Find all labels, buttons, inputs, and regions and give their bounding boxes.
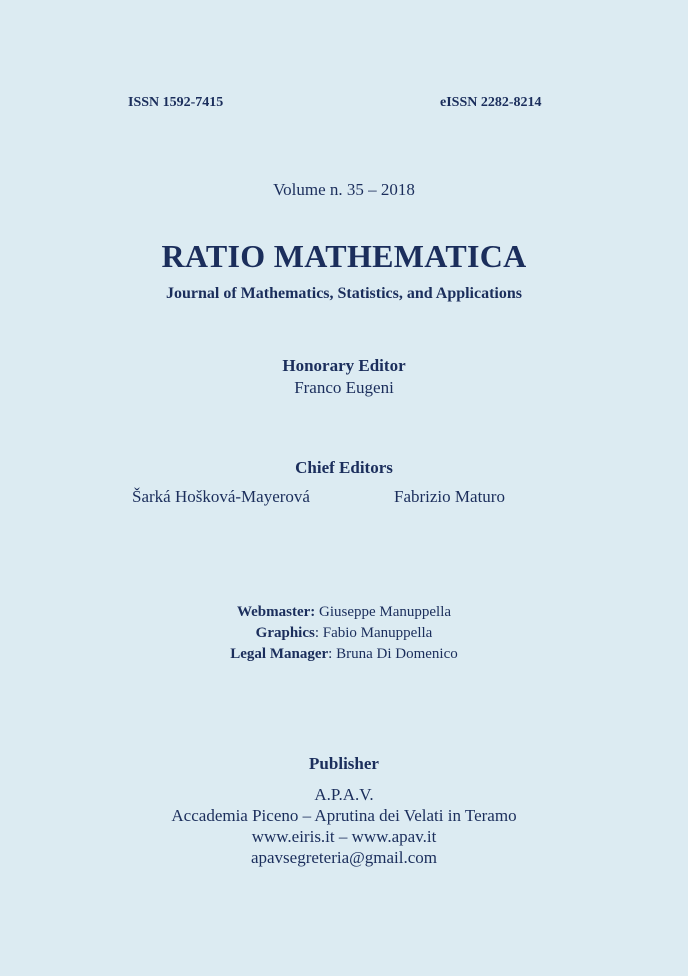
graphics-credit	[0, 623, 688, 644]
staff-name: Giuseppe Manuppella	[315, 604, 452, 620]
publisher-acronym: A.P.A.V.	[314, 785, 374, 804]
volume-info: Volume n. 35 – 2018	[273, 180, 415, 199]
staff-name: : Fabio Manuppella	[314, 625, 433, 641]
webmaster-credit	[0, 602, 688, 623]
publisher-websites[interactable]: www.eiris.it – www.apav.it	[251, 827, 437, 846]
staff-name: : Bruna Di Domenico	[328, 646, 458, 662]
publisher-name: Accademia Piceno – Aprutina dei Velati in Teramo	[171, 806, 517, 825]
honorary-editor-label: Honorary Editor	[282, 356, 406, 375]
journal-subtitle: Journal of Mathematics, Statistics, and Applications	[165, 285, 522, 302]
eissn: eISSN 2282-8214	[440, 95, 542, 110]
legal-manager-credit	[0, 644, 688, 665]
chief-editor-name: Šarká Hošková-Mayerová	[132, 487, 310, 506]
staff-role: Webmaster:	[236, 604, 316, 620]
issn: ISSN 1592-7415	[128, 95, 224, 110]
staff-credits	[0, 602, 688, 665]
honorary-editor-name: Franco Eugeni	[294, 378, 394, 397]
publisher-details	[0, 784, 688, 868]
staff-role: Legal Manager	[230, 646, 329, 662]
publisher-email[interactable]: apavsegreteria@gmail.com	[250, 848, 438, 867]
chief-editor-name: Fabrizio Maturo	[394, 487, 505, 506]
journal-title: RATIO MATHEMATICA	[161, 238, 527, 274]
staff-role: Graphics	[255, 625, 315, 641]
publisher-label: Publisher	[309, 754, 379, 773]
chief-editors-label: Chief Editors	[295, 458, 393, 477]
